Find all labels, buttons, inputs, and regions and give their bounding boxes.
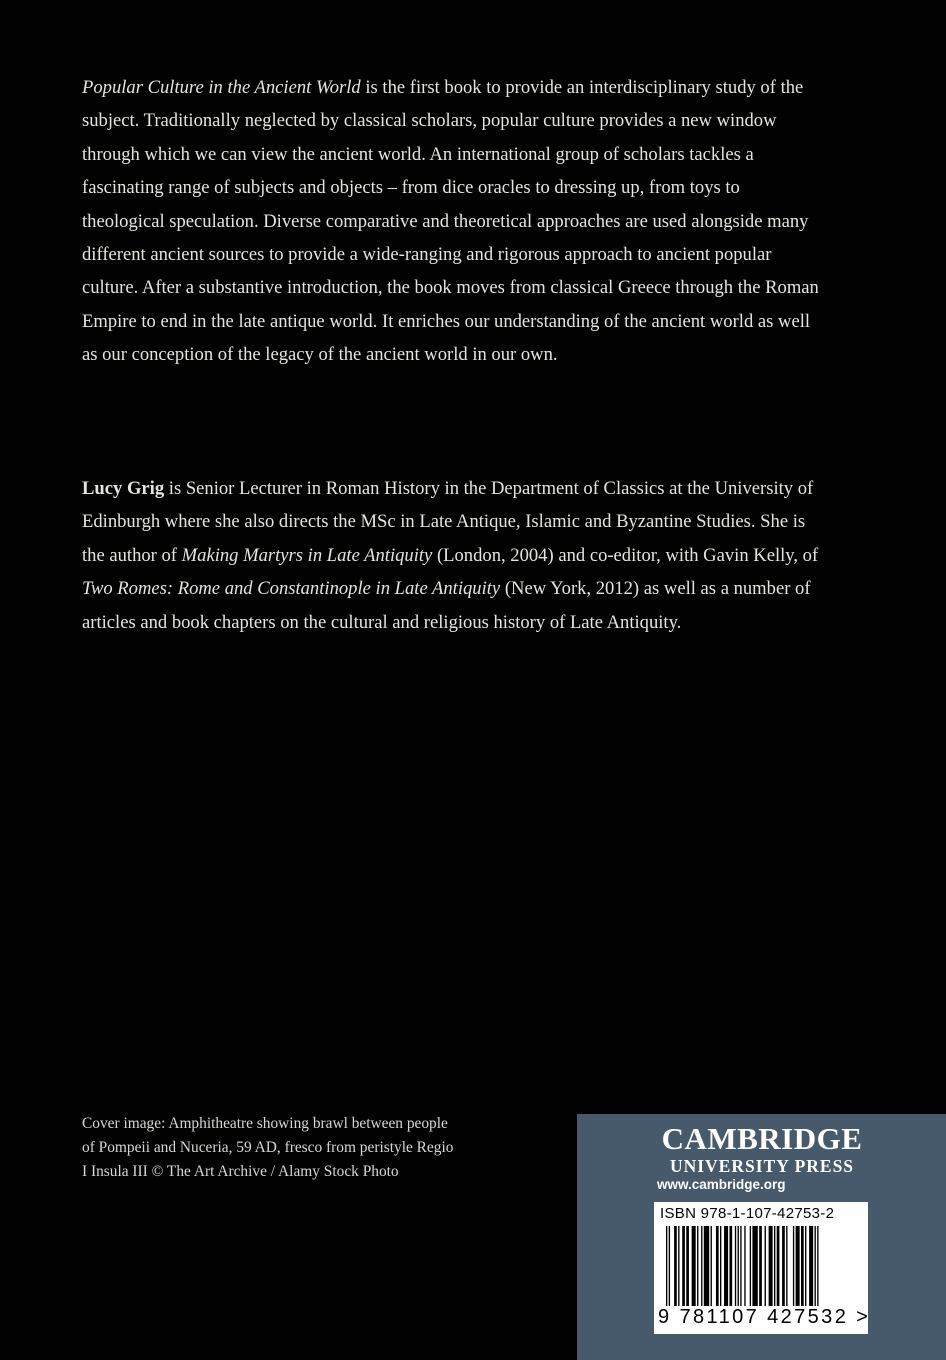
barcode-bar — [682, 1226, 685, 1306]
barcode-bar — [769, 1226, 773, 1306]
publisher-logo — [655, 1122, 869, 1176]
barcode-bar — [735, 1226, 736, 1306]
cover-image-credit: Cover image: Amphitheatre showing brawl between people of Pompeii and Nuceria, 59 AD, fresco from peristyle Regio I Insula III © The Art Archive / Alamy Stock Photo — [82, 1115, 454, 1180]
barcode-bar — [704, 1226, 709, 1306]
barcode-bar — [738, 1226, 739, 1306]
barcode-bar — [801, 1226, 804, 1306]
barcode-bar — [815, 1226, 816, 1306]
barcode-bar — [729, 1226, 732, 1306]
barcode-bar — [701, 1226, 702, 1306]
book-description — [82, 71, 822, 372]
barcode-bar — [678, 1226, 679, 1306]
author-bio — [82, 472, 822, 639]
bio-book-title: Making Martyrs in Late Antiquity — [181, 544, 433, 566]
barcode-bar — [711, 1226, 712, 1306]
barcode-bar — [796, 1226, 800, 1306]
barcode-bar — [805, 1226, 806, 1306]
barcode-bar — [786, 1226, 787, 1306]
barcode-bar — [697, 1226, 698, 1306]
barcode-bar — [809, 1226, 813, 1306]
barcode-icon — [666, 1226, 856, 1306]
barcode-bar — [674, 1226, 677, 1306]
barcode-bar — [759, 1226, 762, 1306]
barcode-bar — [777, 1226, 780, 1306]
barcode-bar — [793, 1226, 794, 1306]
publisher-website[interactable]: www.cambridge.org — [657, 1177, 786, 1192]
barcode-bar — [782, 1226, 785, 1306]
barcode-bar — [669, 1226, 670, 1306]
barcode-bar — [817, 1226, 818, 1306]
description-text: is the first book to provide an interdisciplinary study of the subject. Traditionally neglected by classical scholars, popular culture provides a new window through which we can view the ancient world. An international group of scholars tackles a fascinating range of subjects and objects – from dice oracles to dressing up, from toys to theological speculation. Diverse comparative and theoretical approaches are used alongside many different ancient sources to provide a wide-ranging and rigorous approach to ancient popular culture. After a substantive introduction, the book moves from classical Greece through the Roman Empire to end in the late antique world. It enriches our understanding of the ancient world as well as our conception of the legacy of the ancient world in our own. — [82, 77, 819, 366]
barcode-bar — [744, 1226, 745, 1306]
barcode-bar — [752, 1226, 757, 1306]
publisher-panel — [577, 1114, 946, 1360]
barcode-digits: 9 781107 427532 > — [658, 1306, 871, 1328]
isbn-label: ISBN 978-1-107-42753-2 — [660, 1205, 835, 1222]
barcode-bar — [724, 1226, 728, 1306]
bio-text: (London, 2004) and co-editor, with Gavin Kelly, of — [432, 544, 819, 566]
barcode-bar — [686, 1226, 689, 1306]
publisher-name: CAMBRIDGE — [661, 1121, 863, 1156]
barcode-bar — [720, 1226, 721, 1306]
bio-book-title: Two Romes: Rome and Constantinople in Late Antiquity — [82, 578, 501, 600]
barcode-bar — [692, 1226, 696, 1306]
barcode-bar — [716, 1226, 719, 1306]
barcode-bar — [740, 1226, 741, 1306]
author-name: Lucy Grig — [82, 478, 165, 499]
barcode-bar — [750, 1226, 751, 1306]
bio-text: (New York, 2012) as well as a number of articles and book chapters on the cultural and religious history of Late Antiquity. — [82, 578, 811, 633]
barcode-bar — [666, 1226, 667, 1306]
barcode-bar — [765, 1226, 766, 1306]
publisher-subname: UNIVERSITY PRESS — [669, 1156, 855, 1176]
bio-text: is Senior Lecturer in Roman History in the Department of Classics at the University of Edinburgh where she also directs the MSc in Late Antique, Islamic and Byzantine Studies. She is the author of — [82, 478, 814, 566]
barcode-bar — [774, 1226, 775, 1306]
barcode-area — [654, 1202, 871, 1334]
book-title: Popular Culture in the Ancient World — [82, 77, 361, 98]
